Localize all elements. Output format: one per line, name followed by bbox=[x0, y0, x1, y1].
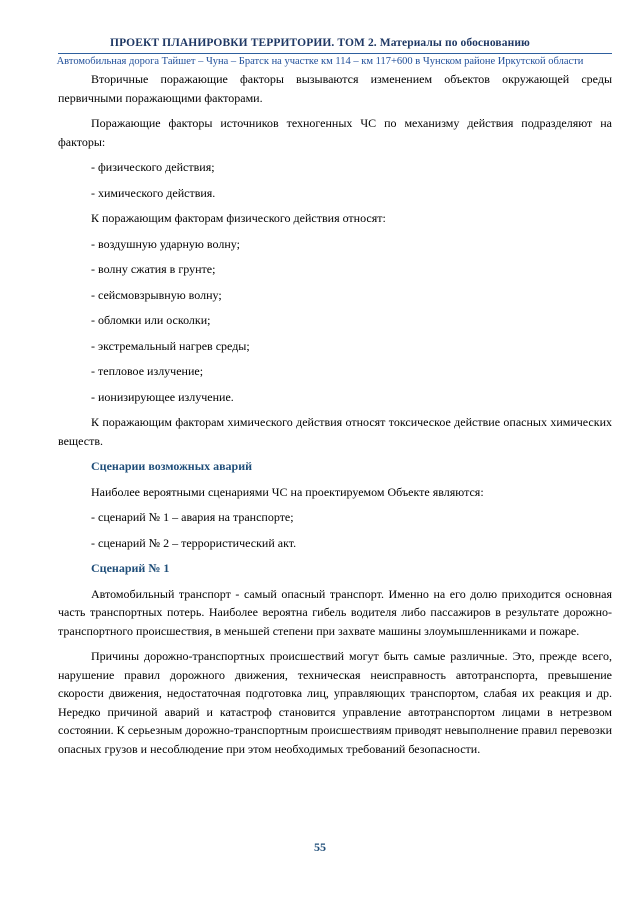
list-item: - сценарий № 1 – авария на транспорте; bbox=[91, 510, 294, 524]
header-title: ПРОЕКТ ПЛАНИРОВКИ ТЕРРИТОРИИ. ТОМ 2. Материалы по обоснованию bbox=[110, 37, 530, 49]
paragraph: Поражающие факторы источников техногенных ЧС по механизму действия подразделяют на факторы: bbox=[58, 116, 612, 149]
list-item: - химического действия. bbox=[91, 185, 216, 200]
list-item: - экстремальный нагрев среды; bbox=[91, 338, 250, 353]
list-item: - воздушную ударную волну; bbox=[91, 236, 240, 251]
list-item: - сейсмовзрывную волну; bbox=[91, 287, 222, 302]
section-heading: Сценарий № 1 bbox=[91, 561, 170, 575]
paragraph: К поражающим факторам химического действия относят токсическое действие опасных химических веществ. bbox=[58, 415, 612, 448]
header-subtitle: Автомобильная дорога Тайшет – Чуна – Братск на участке км 114 – км 117+600 в Чунском районе Иркутской области bbox=[56, 56, 584, 67]
page-number: 55 bbox=[314, 840, 326, 854]
paragraph: Причины дорожно-транспортных происшествий могут быть самые различные. Это, прежде всего, нарушение правил дорожного движения, техническая неисправность автотранспорта, превышение скорости движения, недостаточная подготовка лиц, управляющих транспортом, слабая их реакция и др. Нередко причиной аварий и катастроф становится управление автотранспортом лицами в нетрезвом состоянии. К серьезным дорожно-транспортным происшествиям приводят невыполнение правил перевозки опасных грузов и несоблюдение при этом необходимых требований безопасности. bbox=[58, 649, 612, 756]
paragraph: К поражающим факторам физического действия относят: bbox=[91, 211, 386, 225]
list-item: - физического действия; bbox=[91, 160, 215, 174]
list-item: - обломки или осколки; bbox=[91, 313, 211, 327]
list-item: - ионизирующее излучение. bbox=[91, 389, 234, 404]
section-heading: Сценарии возможных аварий bbox=[91, 459, 253, 473]
paragraph: Вторичные поражающие факторы вызываются изменением объектов окружающей среды первичными поражающими факторами. bbox=[58, 72, 612, 105]
page-content bbox=[58, 70, 612, 765]
list-item: - тепловое излучение; bbox=[91, 364, 204, 378]
header-divider bbox=[58, 53, 612, 54]
paragraph: Наиболее вероятными сценариями ЧС на проектируемом Объекте являются: bbox=[91, 484, 484, 499]
paragraph: Автомобильный транспорт - самый опасный транспорт. Именно на его долю приходится основная часть транспортных потерь. Наиболее вероятна гибель водителя либо пассажиров в результате дорожно-транспортного происшествия, в меньшей степени при захвате машины злоумышленниками и пожаре. bbox=[58, 586, 612, 638]
list-item: - сценарий № 2 – террористический акт. bbox=[91, 535, 297, 550]
list-item: - волну сжатия в грунте; bbox=[91, 262, 216, 276]
